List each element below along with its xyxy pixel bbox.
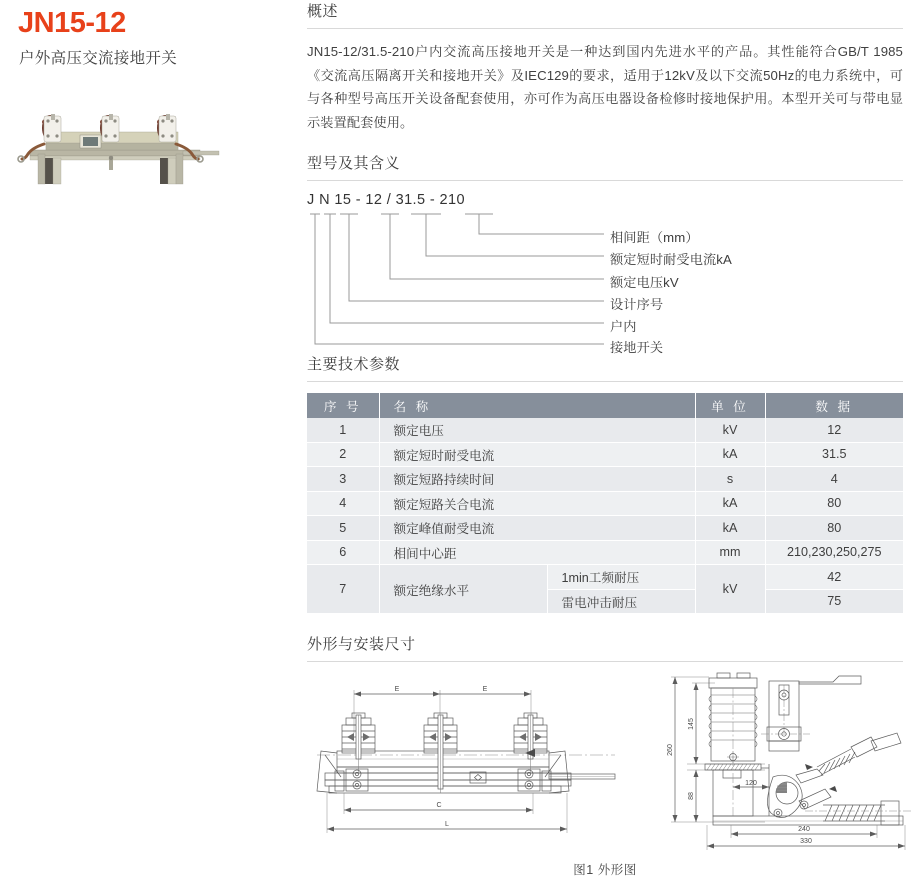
table-row (307, 418, 903, 442)
product-photo (8, 88, 223, 188)
cell-subname-1: 雷电冲击耐压 (547, 589, 695, 614)
dimension-drawings (307, 673, 903, 858)
model-leader-lines (307, 192, 903, 357)
cell-name: 额定短路持续时间 (379, 467, 695, 492)
table-row (307, 491, 903, 516)
side-dim-label-88: 88 (688, 792, 695, 800)
model-label-0: 相间距（mm） (610, 230, 699, 245)
front-dim-label-E2: E (482, 686, 488, 693)
cell-name: 相间中心距 (379, 540, 695, 565)
model-heading: 型号及其含义 (307, 155, 401, 172)
cell-name: 额定电压 (379, 418, 695, 442)
header-no: 序 号 (307, 393, 379, 418)
page-title: JN15-12 (18, 7, 126, 39)
cell-subname-0: 1min工频耐压 (547, 565, 695, 590)
side-view-drawing (665, 671, 915, 851)
model-label-3: 设计序号 (610, 297, 664, 312)
cell-value: 12 (765, 418, 903, 442)
side-dim-label-330: 330 (800, 838, 812, 845)
model-label-1: 额定短时耐受电流kA (610, 252, 732, 267)
front-dim-label-C: C (436, 802, 442, 809)
side-dim-label-145: 145 (688, 718, 695, 730)
front-dim-label-E1: E (394, 686, 400, 693)
table-row (307, 467, 903, 492)
table-header-row (307, 393, 903, 418)
cell-value: 4 (765, 467, 903, 492)
cell-no: 5 (307, 516, 379, 541)
section-overview (307, 0, 903, 134)
cell-unit: kV (695, 565, 765, 614)
cell-no: 3 (307, 467, 379, 492)
side-dim-label-120: 120 (745, 780, 757, 787)
model-code-string: J N 15 - 12 / 31.5 - 210 (307, 192, 465, 208)
cell-value: 210,230,250,275 (765, 540, 903, 565)
overview-paragraph: JN15-12/31.5-210户内交流高压接地开关是一种达到国内先进水平的产品。其性能符合GB/T 1985《交流高压隔离开关和接地开关》及IEC129的要求，适用于12kV及以下交流50Hz的电力系统中，可与各种型号高压开关设备配套使用，亦可作为高压电器设备检修时接地保护用。本型开关可与带电显示装置配套使用。 (307, 44, 903, 130)
cell-value: 80 (765, 516, 903, 541)
cell-unit: mm (695, 540, 765, 565)
front-view-drawing (315, 673, 665, 853)
cell-unit: kA (695, 442, 765, 467)
section-dimensions (307, 633, 903, 878)
cell-no: 4 (307, 491, 379, 516)
cell-no: 6 (307, 540, 379, 565)
dimensions-heading: 外形与安装尺寸 (307, 636, 416, 653)
model-label-2: 额定电压kV (610, 275, 679, 290)
overview-divider (307, 28, 903, 29)
side-dim-label-260: 260 (667, 744, 674, 756)
cell-name: 额定峰值耐受电流 (379, 516, 695, 541)
front-dim-label-L: L (445, 821, 449, 828)
table-row (307, 442, 903, 467)
product-subtitle: 户外高压交流接地开关 (19, 50, 178, 67)
table-row-merged (307, 565, 903, 590)
cell-unit: s (695, 467, 765, 492)
cell-unit: kA (695, 491, 765, 516)
cell-no: 7 (307, 565, 379, 614)
cell-name: 额定短时耐受电流 (379, 442, 695, 467)
dimensions-divider (307, 661, 903, 662)
header-value: 数 据 (765, 393, 903, 418)
cell-no: 1 (307, 418, 379, 442)
table-row (307, 540, 903, 565)
model-designation-diagram (307, 192, 903, 357)
section-specs (307, 353, 903, 614)
left-column (0, 0, 285, 874)
header-name: 名 称 (379, 393, 695, 418)
model-label-4: 户内 (610, 319, 637, 334)
specs-divider (307, 381, 903, 382)
overview-heading: 概述 (307, 3, 339, 20)
table-row (307, 516, 903, 541)
cell-name: 额定绝缘水平 (379, 565, 547, 614)
side-dim-label-240: 240 (798, 826, 810, 833)
cell-value: 31.5 (765, 442, 903, 467)
header-unit: 单 位 (695, 393, 765, 418)
right-column (307, 0, 903, 878)
cell-no: 2 (307, 442, 379, 467)
cell-unit: kA (695, 516, 765, 541)
specs-heading: 主要技术参数 (307, 356, 401, 373)
cell-name: 额定短路关合电流 (379, 491, 695, 516)
specifications-table (307, 393, 903, 614)
cell-subvalue-1: 75 (765, 589, 903, 614)
model-divider (307, 180, 903, 181)
cell-value: 80 (765, 491, 903, 516)
product-photo-image (8, 88, 223, 188)
cell-unit: kV (695, 418, 765, 442)
section-model (307, 152, 903, 357)
figure-caption: 图1 外形图 (573, 863, 637, 877)
cell-subvalue-0: 42 (765, 565, 903, 590)
model-label-5: 接地开关 (610, 340, 664, 355)
